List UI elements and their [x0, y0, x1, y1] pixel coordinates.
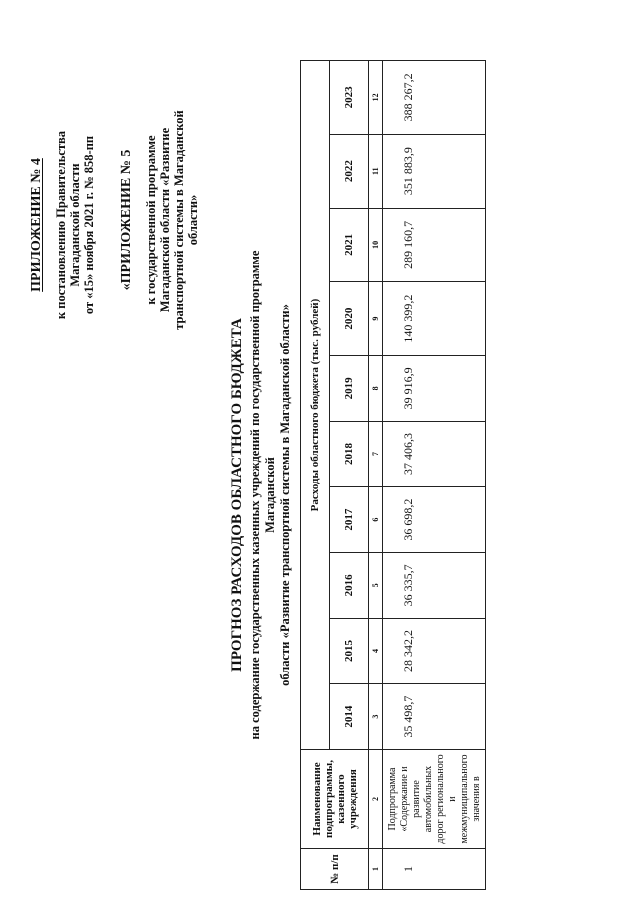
year-header: 2022: [330, 134, 369, 208]
column-number: 5: [369, 552, 383, 618]
appendix-4-line: Магаданской области: [68, 163, 82, 287]
column-number: 10: [369, 208, 383, 282]
year-header: 2015: [330, 618, 369, 684]
appendix-4-block: [30, 100, 96, 350]
expense-value: 36 698,2: [383, 487, 486, 553]
year-header: 2019: [330, 355, 369, 421]
appendix-5-line: Магаданской области «Развитие: [158, 127, 172, 313]
year-header: 2021: [330, 208, 369, 282]
column-number: 2: [369, 750, 383, 849]
year-header: 2016: [330, 552, 369, 618]
column-number: 9: [369, 282, 383, 356]
column-number: 11: [369, 134, 383, 208]
column-number: 1: [369, 849, 383, 890]
document-page: [0, 45, 482, 905]
year-header: 2017: [330, 487, 369, 553]
column-number: 3: [369, 684, 383, 750]
expense-value: 39 916,9: [383, 355, 486, 421]
document-subtitle-line: области «Развитие транспортной системы в Магаданской области»: [278, 304, 292, 686]
column-number: 12: [369, 61, 383, 135]
row-index: 1: [383, 849, 486, 890]
appendix-4-line: к постановлению Правительства: [54, 130, 68, 320]
budget-table: [300, 60, 486, 890]
column-number: 8: [369, 355, 383, 421]
year-header: 2014: [330, 684, 369, 750]
expense-value: 28 342,2: [383, 618, 486, 684]
table-header-row: [301, 61, 330, 890]
expense-value: 289 160,7: [383, 208, 486, 282]
appendix-5-line: к государственной программе: [144, 135, 158, 305]
expense-value: 351 883,9: [383, 134, 486, 208]
title-block: [228, 235, 293, 755]
appendix-4-heading: ПРИЛОЖЕНИЕ № 4: [29, 158, 44, 292]
expense-value: 35 498,7: [383, 684, 486, 750]
year-header: 2023: [330, 61, 369, 135]
row-name: Подпрограмма «Содержание и развитие автомобильных дорог регионального и межмуниципального значения в: [383, 750, 486, 849]
expense-value: 388 267,2: [383, 61, 486, 135]
column-header-name: Наименование подпрограммы, казенного учреждения: [301, 750, 369, 849]
appendix-5-heading: «ПРИЛОЖЕНИЕ № 5: [119, 149, 134, 291]
appendix-5-line: области»: [186, 194, 200, 246]
document-subtitle-line: на содержание государственных казенных учреждений по государственной программе Магаданской: [248, 250, 277, 740]
expense-value: 36 335,7: [383, 552, 486, 618]
document-title: ПРОГНОЗ РАСХОДОВ ОБЛАСТНОГО БЮДЖЕТА: [229, 318, 245, 672]
column-header-number: № п/п: [301, 849, 369, 890]
appendix-4-line: от «15» ноября 2021 г. № 858-пп: [82, 135, 96, 315]
column-header-expenses: Расходы областного бюджета (тыс. рублей): [301, 61, 330, 750]
column-number: 7: [369, 421, 383, 487]
appendix-5-line: транспортной системы в Магаданской: [172, 110, 186, 330]
appendix-5-block: [120, 90, 200, 350]
expense-value: 140 399,2: [383, 282, 486, 356]
expense-value: 37 406,3: [383, 421, 486, 487]
column-number: 4: [369, 618, 383, 684]
year-header: 2020: [330, 282, 369, 356]
year-header: 2018: [330, 421, 369, 487]
column-number: 6: [369, 487, 383, 553]
column-number-row: [369, 61, 383, 890]
table-row: [383, 61, 486, 890]
